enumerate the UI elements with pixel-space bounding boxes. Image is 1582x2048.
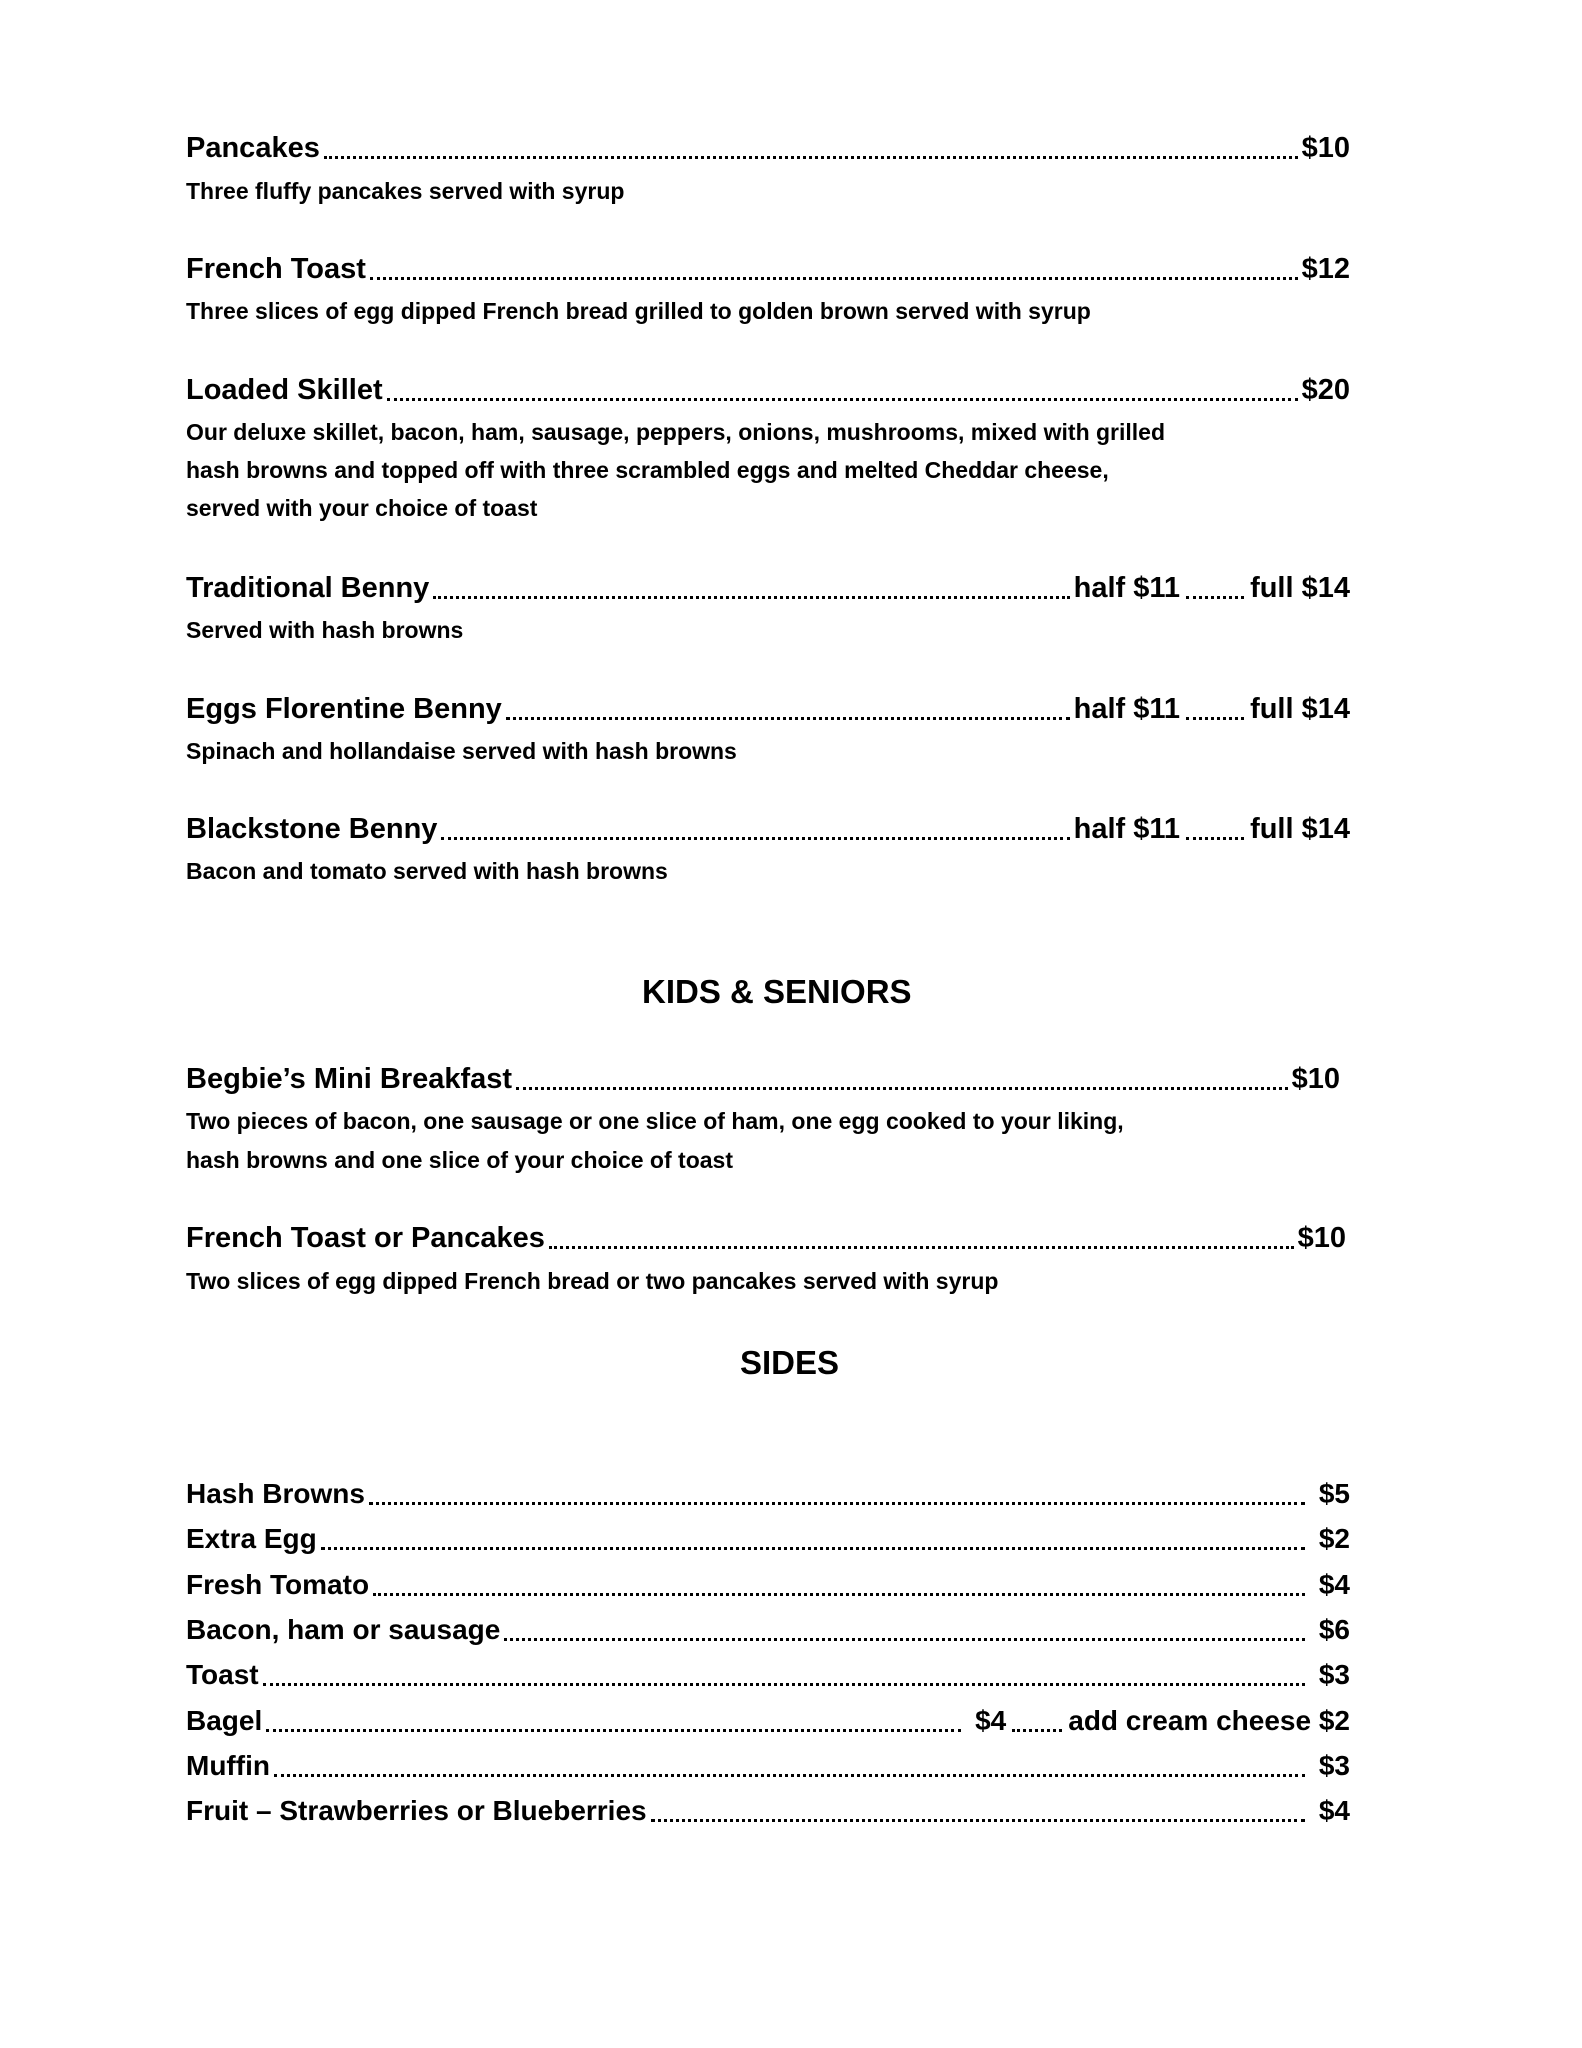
price-options	[1074, 689, 1350, 729]
side-item-extra-egg	[186, 1519, 1350, 1559]
item-name: Loaded Skillet	[186, 374, 383, 406]
dot-leader	[433, 596, 1069, 599]
dot-leader	[549, 1246, 1294, 1249]
side-item-fruit	[186, 1791, 1350, 1831]
item-name: Fruit – Strawberries or Blueberries	[186, 1795, 647, 1826]
side-item-bagel	[186, 1701, 1350, 1741]
item-description: Spinach and hollandaise served with hash browns	[186, 738, 737, 764]
full-price: full $14	[1250, 813, 1350, 845]
section-title-sides: SIDES	[740, 1344, 840, 1381]
dot-leader	[504, 1638, 1305, 1641]
item-name: Bacon, ham or sausage	[186, 1614, 501, 1645]
side-item-bacon-ham-sausage	[186, 1610, 1350, 1650]
item-name: Muffin	[186, 1750, 270, 1781]
dot-leader	[370, 277, 1298, 280]
item-name: Traditional Benny	[186, 572, 430, 604]
item-price: $6	[1318, 1614, 1350, 1645]
half-price: half $11	[1073, 813, 1181, 845]
dot-leader	[274, 1774, 1305, 1777]
menu-item-french-toast	[186, 249, 1350, 289]
item-price: $20	[1301, 374, 1350, 406]
item-name: Toast	[186, 1659, 259, 1690]
item-description: Three slices of egg dipped French bread grilled to golden brown served with syrup	[186, 298, 1091, 324]
item-description: Two pieces of bacon, one sausage or one slice of ham, one egg cooked to your liking,	[186, 1108, 1124, 1134]
item-price: $4	[1318, 1795, 1350, 1826]
dot-leader	[651, 1819, 1305, 1822]
item-name: Pancakes	[186, 132, 320, 164]
dot-leader	[1012, 1729, 1062, 1732]
dot-leader	[266, 1729, 961, 1732]
menu-item-eggs-florentine-benny	[186, 689, 1350, 729]
section-title-kids-seniors: KIDS & SENIORS	[642, 973, 912, 1010]
dot-leader	[324, 156, 1298, 159]
side-item-muffin	[186, 1746, 1350, 1786]
item-price: $10	[1291, 1063, 1340, 1095]
dot-leader	[1186, 837, 1244, 840]
dot-leader	[1186, 596, 1244, 599]
item-name: Fresh Tomato	[186, 1569, 370, 1600]
half-price: half $11	[1073, 693, 1181, 725]
item-price: $12	[1301, 253, 1350, 285]
item-description: Bacon and tomato served with hash browns	[186, 858, 668, 884]
menu-item-blackstone-benny	[186, 809, 1350, 849]
dot-leader	[373, 1593, 1305, 1596]
dot-leader	[263, 1683, 1305, 1686]
menu-item-mini-breakfast	[186, 1059, 1340, 1099]
side-item-toast	[186, 1655, 1350, 1695]
item-description: hash browns and topped off with three scrambled eggs and melted Cheddar cheese,	[186, 457, 1109, 483]
dot-leader	[516, 1087, 1288, 1090]
item-price: $3	[1318, 1659, 1350, 1690]
item-name: Bagel	[186, 1705, 263, 1736]
dot-leader	[369, 1502, 1305, 1505]
item-name: Extra Egg	[186, 1523, 317, 1554]
side-item-fresh-tomato	[186, 1565, 1350, 1605]
item-description: Our deluxe skillet, bacon, ham, sausage, peppers, onions, mushrooms, mixed with grilled	[186, 419, 1166, 445]
item-description: served with your choice of toast	[186, 495, 538, 521]
side-item-hash-browns	[186, 1474, 1350, 1514]
item-name: French Toast	[186, 253, 366, 285]
dot-leader	[387, 398, 1298, 401]
item-description: hash browns and one slice of your choice of toast	[186, 1147, 733, 1173]
price-options	[1074, 568, 1350, 608]
item-price: $10	[1301, 132, 1350, 164]
item-description: Served with hash browns	[186, 617, 464, 643]
addon-price: add cream cheese $2	[1068, 1705, 1350, 1736]
dot-leader	[506, 717, 1070, 720]
dot-leader	[321, 1547, 1305, 1550]
item-price: $4	[1318, 1569, 1350, 1600]
item-name: Eggs Florentine Benny	[186, 693, 502, 725]
item-name: Begbie’s Mini Breakfast	[186, 1063, 513, 1095]
price-options	[975, 1701, 1350, 1741]
dot-leader	[1186, 717, 1244, 720]
menu-item-traditional-benny	[186, 568, 1350, 608]
menu-column	[186, 0, 1352, 2048]
item-price: $2	[1318, 1523, 1350, 1554]
item-name: Blackstone Benny	[186, 813, 438, 845]
item-description: Two slices of egg dipped French bread or two pancakes served with syrup	[186, 1268, 999, 1294]
item-name: French Toast or Pancakes	[186, 1222, 545, 1254]
dot-leader	[441, 837, 1069, 840]
full-price: full $14	[1250, 693, 1350, 725]
menu-item-kids-french-toast-pancakes	[186, 1218, 1346, 1258]
price-options	[1074, 809, 1350, 849]
item-name: Hash Browns	[186, 1478, 365, 1509]
item-price: $3	[1318, 1750, 1350, 1781]
item-price: $5	[1318, 1478, 1350, 1509]
item-description: Three fluffy pancakes served with syrup	[186, 178, 625, 204]
menu-item-pancakes	[186, 128, 1350, 168]
full-price: full $14	[1250, 572, 1350, 604]
half-price: half $11	[1073, 572, 1181, 604]
item-price: $10	[1297, 1222, 1346, 1254]
menu-item-loaded-skillet	[186, 370, 1350, 410]
item-price: $4	[975, 1705, 1007, 1736]
